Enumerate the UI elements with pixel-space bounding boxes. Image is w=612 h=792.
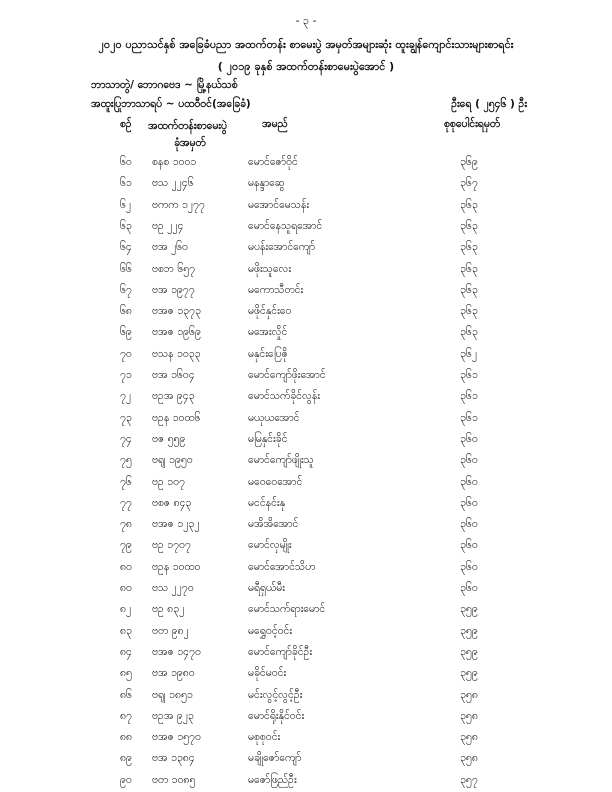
student-name: မမြနှင်းခိုင်	[248, 432, 288, 445]
row-number: ၇၂	[120, 390, 132, 403]
document-subtitle: ( ၂၀၁၉ ခုနှစ် အထက်တန်းစာမေးပွဲအောင် )	[217, 60, 395, 73]
header-name: အမည်	[262, 118, 288, 130]
total-marks: ၃၅၉	[460, 667, 478, 680]
student-name: မောင်ရိုးနိုင်ဝင်း	[248, 709, 305, 722]
table-row	[0, 348, 612, 366]
roll-number: ဗအ ၂၆၀	[152, 241, 188, 254]
roll-number: ဗဥ ၁၇၀၇	[152, 539, 191, 552]
total-marks: ၃၅၇	[460, 773, 478, 786]
student-name: မောင်ကျော်ဖျိုးသူ	[248, 454, 314, 467]
student-name: မောင်သက်ရားမောင်	[248, 603, 326, 616]
table-row	[0, 603, 612, 621]
student-name: မရွှေဝင့်ဝင်း	[248, 624, 293, 637]
table-row	[0, 625, 612, 643]
page-number: - ၃ -	[295, 14, 317, 27]
row-number: ၆၉	[120, 326, 132, 339]
row-number: ၈၇	[120, 709, 132, 722]
table-row	[0, 241, 612, 259]
row-number: ၈၈	[120, 731, 132, 744]
table-row	[0, 412, 612, 430]
roll-number: ဗဥ ၁၀၇	[152, 475, 185, 488]
student-name: မောင်ဇော်ဝိုင်	[248, 156, 298, 168]
pass-count: ဦးရေ ( ၂၅၄၆ ) ဦး	[451, 98, 527, 110]
header-number: စဉ်	[120, 118, 132, 130]
table-row	[0, 476, 612, 494]
total-marks: ၃၅၈	[460, 688, 478, 701]
table-row	[0, 284, 612, 302]
row-number: ၈၂	[120, 603, 132, 616]
row-number: ၆၄	[120, 241, 132, 254]
total-marks: ၃၅၈	[460, 752, 478, 765]
student-name: မအေးလှိုင်	[248, 326, 288, 339]
row-number: ၆၇	[120, 283, 132, 296]
row-number: ၆၆	[120, 262, 132, 275]
total-marks: ၃၆၇	[460, 177, 478, 190]
table-row	[0, 582, 612, 600]
roll-number: ဗအဇ ၁၂၃၂	[152, 518, 200, 531]
row-number: ၈၃	[120, 624, 132, 637]
table-row	[0, 263, 612, 281]
student-name: မအိအိအောင်	[248, 518, 299, 531]
roll-number: ဗအ ၁၃၈၄	[152, 752, 195, 765]
total-marks: ၃၆၉	[460, 156, 478, 168]
roll-number: ဗအဇ ၁၅၇၀	[152, 731, 201, 744]
roll-number: ဗအ ၁၉၈၀	[152, 667, 195, 680]
student-name: မယုယအောင်	[248, 411, 300, 424]
student-name: မချိုဇော်ကျော်	[248, 752, 302, 765]
table-row	[0, 710, 612, 728]
document-title: ၂၀၂၀ ပညာသင်နှစ် အခြေခံပညာ အထက်တန်း စာမေးပွဲ အမှတ်အများဆုံး ထူးချွန်ကျောင်းသားများစာရင်း	[98, 38, 514, 51]
total-marks: ၃၆၁	[460, 390, 478, 403]
student-name: မဖိုင်နှင်းဝေ	[248, 305, 292, 318]
student-name: မခိုင်မဝင်း	[248, 667, 287, 680]
student-name: မဝေဝေအောင်	[248, 475, 303, 488]
student-name: မောင်ကျော်ဖိုးအောင်	[248, 369, 326, 381]
table-row	[0, 774, 612, 792]
student-name: မောင်သက်ခိုင်လွန်း	[248, 390, 320, 403]
roll-number: ဗဥအ ၉၄၃	[152, 390, 195, 403]
total-marks: ၃၆၁	[460, 369, 478, 381]
roll-number: ဗရျ ၁၈၅၁	[152, 688, 193, 701]
table-row	[0, 689, 612, 707]
total-marks: ၃၆၀	[460, 432, 478, 445]
table-row	[0, 199, 612, 217]
total-marks: ၃၆၀	[460, 518, 478, 531]
table-row	[0, 518, 612, 536]
region-label: ဘာသာတွဲ/ ဘောဂဗေဒ ~ မြို့နယ်သစ်	[91, 79, 238, 91]
table-row	[0, 731, 612, 749]
row-number: ၆၈	[120, 305, 132, 318]
student-name: မနှင်းပြေဇို	[248, 347, 288, 360]
table-row	[0, 220, 612, 238]
table-row	[0, 646, 612, 664]
header-roll-number	[148, 118, 227, 152]
student-name: မပန်းအောင်ကျော်	[248, 241, 316, 254]
roll-number: ဗဥအ ၉၂၃	[152, 709, 194, 722]
table-row	[0, 433, 612, 451]
student-name: မဇော်ဖြည်ဦး	[248, 773, 297, 786]
student-name: မကောသီတင်း	[248, 283, 304, 296]
row-number: ၇၀	[120, 347, 132, 360]
table-row	[0, 369, 612, 387]
student-name: မရီရှယ်မီး	[248, 582, 285, 594]
row-number: ၆၀	[120, 156, 132, 168]
table-row	[0, 305, 612, 323]
row-number: ၇၁	[120, 369, 132, 381]
table-row	[0, 177, 612, 195]
roll-number: ဗတ ၉၈၂	[152, 624, 189, 637]
row-number: ၈၉	[120, 752, 132, 765]
row-number: ၈၄	[120, 645, 132, 658]
table-row	[0, 390, 612, 408]
roll-number: ဗဥ ၈၃၂	[152, 603, 185, 616]
roll-number: ဗတ ၁၀၈၅	[152, 773, 196, 786]
roll-number: ဗရျ ၁၉၅၀	[152, 454, 193, 467]
roll-number: ဗအ ၁၆၀၄	[152, 369, 195, 381]
row-number: ၇၇	[120, 496, 132, 509]
roll-number: ဗစဘ ၆၅၇	[152, 262, 196, 275]
table-row	[0, 156, 612, 174]
roll-number: စနစ ၁၀၀၁	[152, 156, 197, 168]
total-marks: ၃၅၉	[460, 645, 478, 658]
row-number: ၈၀	[120, 560, 132, 573]
student-name: မအောင်မေသန်း	[248, 198, 310, 211]
header-roll-line1: အထက်တန်းစာမေးပွဲ	[148, 120, 227, 132]
total-marks: ၃၅၈	[460, 731, 478, 744]
student-name: မောင်အောင်သိဟ	[248, 560, 316, 573]
student-name: မောင်ကျော်ခိုင်ဦး	[248, 645, 313, 658]
total-marks: ၃၆၀	[460, 496, 478, 509]
total-marks: ၃၆၃	[460, 219, 478, 232]
total-marks: ၃၆၂	[460, 347, 477, 360]
roll-number: ဗအ ၁၉၇၇	[152, 283, 195, 296]
student-name: မဖိုးသူလေး	[248, 262, 292, 275]
total-marks: ၃၅၉	[460, 603, 478, 616]
student-name: မောင်နေသူရအောင်	[248, 219, 323, 232]
table-row	[0, 667, 612, 685]
roll-number: ဗအဇ ၁၉၆၉	[152, 326, 201, 339]
student-name: မစုစုဝင်း	[248, 731, 281, 744]
total-marks: ၃၆၀	[460, 475, 478, 488]
row-number: ၇၄	[120, 432, 132, 445]
table-row	[0, 454, 612, 472]
total-marks: ၃၆၃	[460, 198, 478, 211]
total-marks: ၃၆၃	[460, 326, 478, 339]
table-row	[0, 326, 612, 344]
row-number: ၇၆	[120, 475, 132, 488]
table-row	[0, 561, 612, 579]
row-number: ၇၃	[120, 411, 132, 424]
total-marks: ၃၆၃	[460, 241, 478, 254]
roll-number: ဗသ ၂၂၇၀	[152, 582, 194, 594]
row-number: ၈၀	[120, 582, 132, 594]
table-row	[0, 752, 612, 770]
row-number: ၆၁	[120, 177, 132, 190]
roll-number: ဗစဇ ၈၄၃	[152, 496, 192, 509]
roll-number: ဗအဇ ၁၃၇၃	[152, 305, 201, 318]
subject-label: အထူးပြုဘာသာရပ် ~ ပထဝီဝင်(အခြေခံ)	[91, 98, 251, 110]
total-marks: ၃၆၃	[460, 262, 478, 275]
roll-number: ဗအဇ ၁၄၇၀	[152, 645, 201, 658]
total-marks: ၃၅၉	[460, 624, 478, 637]
row-number: ၆၂	[120, 198, 132, 211]
student-name: မငင်နင်းနု	[248, 496, 285, 509]
total-marks: ၃၆၀	[460, 582, 478, 594]
header-roll-line2: ခုံအမှတ်	[174, 137, 206, 149]
roll-number: ဗဥန ၁၀ထ၀	[152, 560, 201, 573]
row-number: ၉၀	[120, 773, 132, 786]
student-name: မင်းလွင့်လွင့်ဦး	[248, 688, 303, 701]
row-number: ၇၅	[120, 454, 132, 467]
roll-number: ဗသ ၂၂၄၆	[152, 177, 194, 190]
total-marks: ၃၆၃	[460, 283, 478, 296]
table-row	[0, 497, 612, 515]
total-marks: ၃၆၀	[460, 560, 478, 573]
total-marks: ၃၅၈	[460, 709, 478, 722]
row-number: ၈၅	[120, 667, 132, 680]
roll-number: ဗဇ ၅၅၉	[152, 432, 186, 445]
header-total-marks: စုစုပေါင်းရမှတ်	[444, 118, 501, 130]
row-number: ၇၈	[120, 518, 132, 531]
total-marks: ၃၆၃	[460, 305, 478, 318]
row-number: ၆၃	[120, 219, 132, 232]
total-marks: ၃၆၁	[460, 411, 478, 424]
student-name: မနန္ဒာဆွေ	[248, 177, 285, 190]
roll-number: ဗသန ၁၀၃၃	[152, 347, 201, 360]
student-name: မောင်လှမျိုး	[248, 539, 292, 552]
roll-number: ဗဥ ၂၂၄	[152, 219, 184, 232]
row-number: ၇၉	[120, 539, 132, 552]
table-row	[0, 539, 612, 557]
roll-number: ဗဥန ၁၀ထ၆	[152, 411, 201, 424]
total-marks: ၃၆၀	[460, 454, 478, 467]
row-number: ၈၆	[120, 688, 132, 701]
roll-number: ဗကက ၁၂၇၇	[152, 198, 205, 211]
total-marks: ၃၆၀	[460, 539, 478, 552]
